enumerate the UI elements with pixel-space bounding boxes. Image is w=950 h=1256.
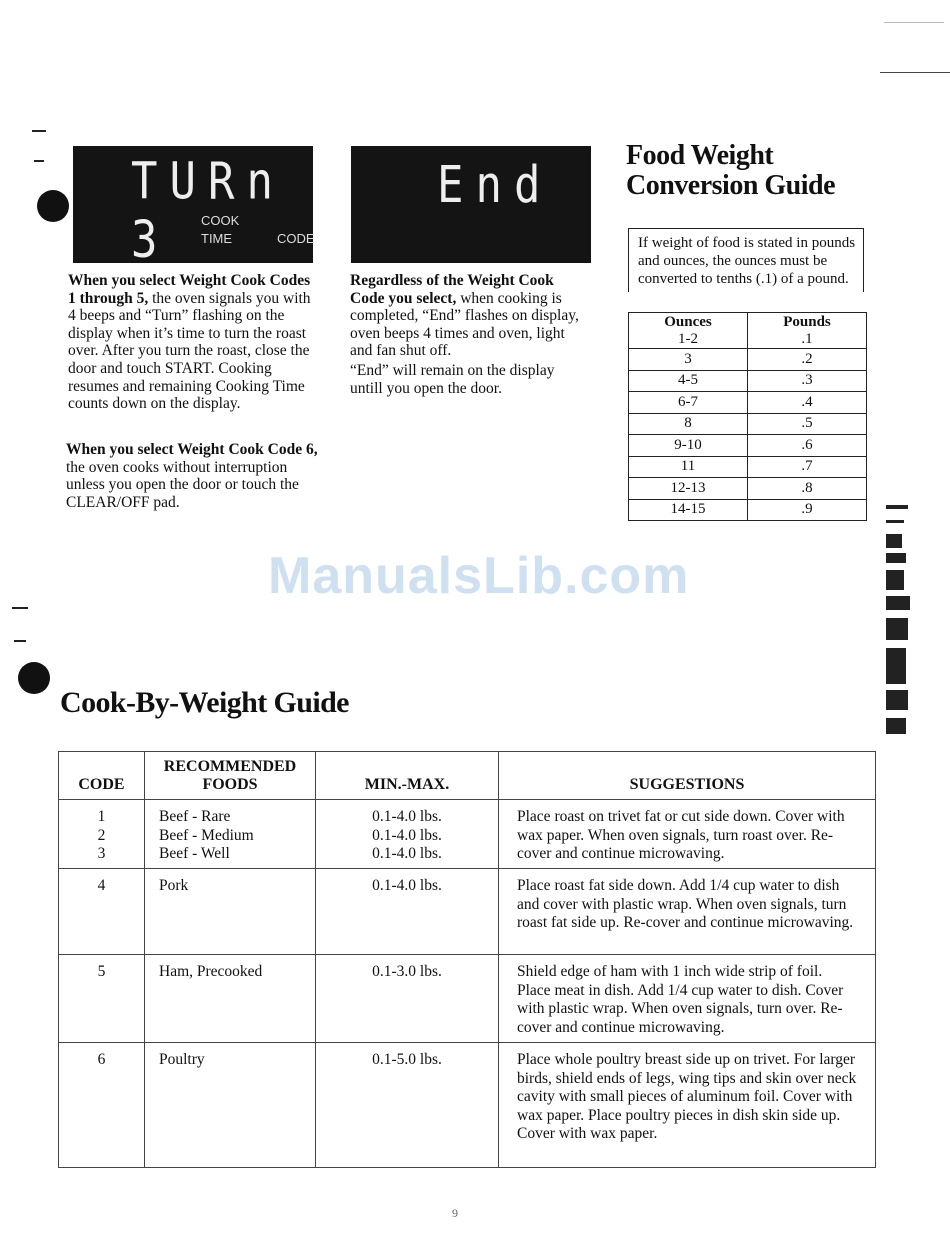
- conversion-row: [629, 456, 867, 478]
- conversion-table: [628, 312, 867, 521]
- conversion-row: [629, 349, 867, 371]
- cbw-suggestion-cell: Place roast on trivet fat or cut side down. Cover with wax paper. When oven signals, turn roast over. Re-cover and continue microwaving.: [499, 800, 876, 869]
- cbw-food-cell: [145, 955, 316, 1043]
- section-bullet: [37, 190, 69, 222]
- cbw-food-cell-line: Beef - Rare: [159, 808, 231, 825]
- pounds-cell: .5: [748, 413, 867, 435]
- cbw-row: [59, 800, 876, 869]
- tab-mark: [886, 718, 906, 734]
- cbw-header-minmax: MIN.-MAX.: [316, 752, 499, 800]
- cbw-code-cell-line: 5: [97, 963, 106, 980]
- cbw-minmax-cell-line: 0.1-4.0 lbs.: [372, 808, 442, 825]
- cbw-minmax-cell-line: 0.1-5.0 lbs.: [372, 1051, 442, 1068]
- display-end: [351, 146, 591, 263]
- pounds-cell: .7: [748, 456, 867, 478]
- cbw-minmax-cell: [316, 955, 499, 1043]
- cbw-table: [58, 751, 876, 1168]
- middle-p2-text: “End” will remain on the display untill you open the door.: [350, 362, 555, 397]
- tab-mark: [886, 570, 904, 590]
- conversion-rows: [629, 331, 867, 521]
- cbw-food-cell-line: Ham, Precooked: [159, 963, 263, 980]
- tab-mark: [886, 618, 908, 640]
- conversion-row: [629, 435, 867, 457]
- cbw-code-cell: [59, 869, 145, 955]
- conversion-title-line2: Conversion Guide: [626, 170, 836, 201]
- ounces-cell: 6-7: [629, 392, 748, 414]
- tab-mark: [886, 690, 908, 710]
- margin-dash: [12, 607, 28, 609]
- cbw-title: Cook-By-Weight Guide: [60, 686, 349, 719]
- cbw-row: [59, 955, 876, 1043]
- pounds-cell: .2: [748, 349, 867, 371]
- left-p2-bold: When you select Weight Cook Code 6,: [66, 441, 318, 458]
- ounces-cell: 3: [629, 349, 748, 371]
- conversion-intro: If weight of food is stated in pounds and ounces, the ounces must be converted to tenths (.1) of a pound.: [638, 235, 856, 287]
- display-cook-label: COOK: [201, 213, 240, 228]
- pounds-cell: .9: [748, 499, 867, 521]
- cbw-minmax-cell-line: 0.1-4.0 lbs.: [372, 877, 442, 894]
- conversion-title: [626, 141, 835, 201]
- cbw-food-cell: [145, 1043, 316, 1168]
- cbw-header-suggestions: SUGGESTIONS: [499, 752, 876, 800]
- left-p1-text: the oven signals you with 4 beeps and “Turn” flashing on the display when it’s time to turn the roast over. After you turn the roast, close the door and touch START. Cooking resumes and remaining Cooking Time counts down on the display.: [68, 289, 311, 413]
- cbw-row: [59, 869, 876, 955]
- cbw-food-cell-line: Beef - Well: [159, 845, 230, 863]
- ounces-cell: 1-2: [629, 331, 748, 349]
- cbw-minmax-cell: [316, 869, 499, 955]
- cbw-minmax-cell-line: 0.1-4.0 lbs.: [372, 845, 442, 863]
- middle-paragraph-1: [350, 272, 590, 360]
- cbw-food-cell-line: Poultry: [159, 1051, 205, 1068]
- cbw-code-cell: [59, 1043, 145, 1168]
- pounds-cell: .4: [748, 392, 867, 414]
- corner-rule: [884, 22, 944, 23]
- tab-mark: [886, 505, 908, 509]
- tab-mark: [886, 648, 906, 684]
- display-turn: [73, 146, 315, 270]
- display-end-text: End: [437, 156, 553, 215]
- page-number: 9: [452, 1206, 458, 1220]
- tab-mark: [886, 553, 906, 563]
- pounds-cell: .8: [748, 478, 867, 500]
- cbw-header-foods-line1: RECOMMENDED: [163, 758, 297, 775]
- cbw-code-cell-line: 1: [97, 808, 106, 825]
- section-bullet: [18, 662, 50, 694]
- conversion-box: [628, 228, 864, 292]
- tab-mark: [886, 596, 910, 610]
- cbw-row: [59, 1043, 876, 1168]
- pounds-header: Pounds: [748, 313, 867, 332]
- middle-paragraph-2: [350, 362, 590, 397]
- cbw-minmax-cell: [316, 1043, 499, 1168]
- cbw-header-code: CODE: [59, 752, 145, 800]
- ounces-cell: 11: [629, 456, 748, 478]
- pounds-cell: .1: [748, 331, 867, 349]
- conversion-row: [629, 478, 867, 500]
- cbw-header-foods: [145, 752, 316, 800]
- tab-mark: [886, 520, 904, 523]
- conversion-row: [629, 331, 867, 349]
- ounces-cell: 4-5: [629, 370, 748, 392]
- left-p2-text: the oven cooks without interruption unless you open the door or touch the CLEAR/OFF pad.: [66, 458, 299, 511]
- cbw-header-foods-line2: FOODS: [202, 776, 258, 793]
- left-paragraph-2: [66, 441, 318, 511]
- display-time-label: TIME: [201, 231, 233, 246]
- conversion-row: [629, 370, 867, 392]
- conversion-title-line1: Food Weight: [626, 140, 774, 171]
- pounds-cell: .3: [748, 370, 867, 392]
- ounces-cell: 14-15: [629, 499, 748, 521]
- corner-rule: [880, 72, 950, 73]
- ounces-header: Ounces: [629, 313, 748, 332]
- conversion-row: [629, 413, 867, 435]
- cbw-code-cell-line: 3: [97, 845, 106, 863]
- cbw-food-cell: [145, 869, 316, 955]
- cbw-suggestion-cell: Place whole poultry breast side up on trivet. For larger birds, shield ends of legs, wing tips and skin over neck cavity with small pieces of aluminum foil. Cover with wax paper. Place poultry pieces in dish skin side up. Cover with wax paper.: [499, 1043, 876, 1168]
- ounces-cell: 9-10: [629, 435, 748, 457]
- cbw-food-cell-line: Pork: [159, 877, 189, 894]
- cbw-food-cell-line: Beef - Medium: [159, 826, 254, 844]
- cbw-minmax-cell-line: 0.1-3.0 lbs.: [372, 963, 442, 980]
- tab-mark: [886, 534, 902, 548]
- middle-p1-text: when cooking is completed, “End” flashes on display, oven beeps 4 times and oven, light and fan shut off.: [350, 289, 579, 360]
- cbw-suggestion-cell: Shield edge of ham with 1 inch wide strip of foil. Place meat in dish. Add 1/4 cup water to dish. Cover with plastic wrap. When oven signals, turn over. Re-cover and continue microwaving.: [499, 955, 876, 1043]
- ounces-cell: 12-13: [629, 478, 748, 500]
- display-code-label: CODE: [277, 231, 315, 246]
- cbw-minmax-cell-line: 0.1-4.0 lbs.: [372, 826, 442, 844]
- pounds-cell: .6: [748, 435, 867, 457]
- cbw-header-row: [59, 752, 876, 800]
- margin-dash: [14, 640, 26, 642]
- ounces-cell: 8: [629, 413, 748, 435]
- cbw-code-cell: [59, 955, 145, 1043]
- conversion-row: [629, 499, 867, 521]
- margin-dash: [32, 130, 46, 132]
- cbw-food-cell: [145, 800, 316, 869]
- display-turn-text: TURn 3: [131, 152, 285, 270]
- cbw-code-cell-line: 2: [97, 826, 106, 844]
- cbw-rows: [59, 800, 876, 1168]
- margin-dash: [34, 160, 44, 162]
- middle-p1-bold: Regardless of the Weight Cook Code you select,: [350, 272, 554, 307]
- cbw-minmax-cell: [316, 800, 499, 869]
- cbw-code-cell: [59, 800, 145, 869]
- cbw-code-cell-line: 6: [97, 1051, 106, 1068]
- cbw-code-cell-line: 4: [97, 877, 106, 894]
- watermark: ManualsLib.com: [268, 547, 690, 605]
- left-paragraph-1: [68, 272, 316, 413]
- left-p1-bold: When you select Weight Cook Codes 1 through 5,: [68, 272, 311, 307]
- cbw-suggestion-cell: Place roast fat side down. Add 1/4 cup water to dish and cover with plastic wrap. When oven signals, turn roast fat side up. Re-cover and continue microwaving.: [499, 869, 876, 955]
- conversion-row: [629, 392, 867, 414]
